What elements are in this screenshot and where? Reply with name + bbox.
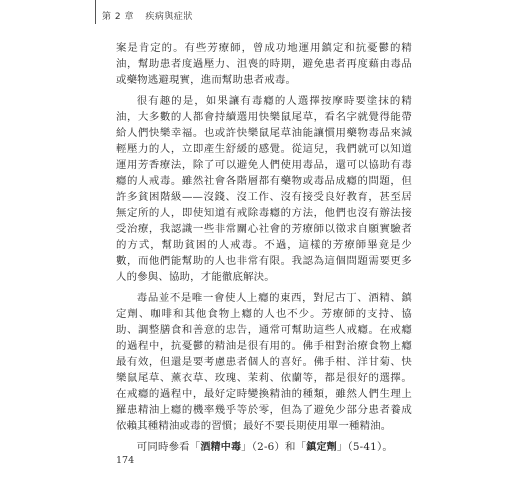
see-also-mid: 」（2-6）和「 — [241, 441, 307, 453]
body-text — [116, 40, 412, 461]
chapter-title: 疾病與症狀 — [145, 12, 193, 22]
header-rule — [95, 0, 96, 24]
see-also-suffix: 」（5-41）。 — [336, 441, 393, 453]
chapter-label: 第 2 章 — [102, 12, 134, 22]
paragraph-3: 毒品並不是唯一會使人上癮的東西，對尼古丁、酒精、鎮定劑、咖啡和其他食物上癮的人也不少。芳療師的支持、協助、調整膳食和善意的忠告，通常可幫助這些人戒癮。在戒癮的過程中，抗憂鬱的精油是很有用的。佛手柑對治療食物上癮最有效，但還是要考慮患者個人的喜好。佛手柑、洋甘菊、快樂鼠尾草、薰衣草、玫瑰、茉莉、依蘭等，都是很好的選擇。在戒癮的過程中，最好定時變換精油的種類，雖然人們生理上羅患精油上癮的機率幾乎等於零，但為了避免少部分患者養成依賴其種精油或毒的習慣；最好不要長期使用單一種精油。 — [116, 292, 412, 432]
see-also-ref-sedatives: 鎮定劑 — [306, 442, 337, 453]
page-number: 174 — [116, 455, 135, 466]
running-header — [95, 0, 201, 24]
paragraph-2: 很有趣的是，如果讓有毒癮的人選擇按摩時要塗抹的精油，大多數的人都會持續選用快樂鼠尾草，看名字就覺得能帶給人們快樂幸福。也或許快樂鼠尾草油能讓慣用藥物毒品來減輕壓力的人，立即產生舒緩的感覺。從這兒，我們就可以知道運用芳香療法，除了可以避免人們使用毒品，還可以協助有毒癮的人戒毒。雖然社會各階層都有藥物或毒品成癮的問題，但許多貧困階級——沒錢、沒工作、沒有接受良好教育，甚至居無定所的人，即使知道有戒除毒癮的方法，他們也沒有辦法接受治療，我認識一些非常關心社會的芳療師以徵求自願實驗者的方式，幫助貧困的人戒毒。不過，這樣的芳療師畢竟是少數，而他們能幫助的人也非常有限。我認為這個問題需要更多人的參與、協助，才能徹底解決。 — [116, 95, 412, 283]
see-also-paragraph — [116, 439, 412, 456]
paragraph-1: 案是肯定的。有些芳療師，曾成功地運用鎮定和抗憂鬱的精油，幫助患者度過壓力、沮喪的時期，避免患者再度藉由毒品或藥物逃避現實，進而幫助患者戒毒。 — [116, 42, 412, 86]
see-also-prefix: 可同時參看「 — [136, 441, 201, 453]
header-text — [102, 0, 201, 22]
see-also-ref-alcohol: 酒精中毒 — [200, 442, 242, 453]
